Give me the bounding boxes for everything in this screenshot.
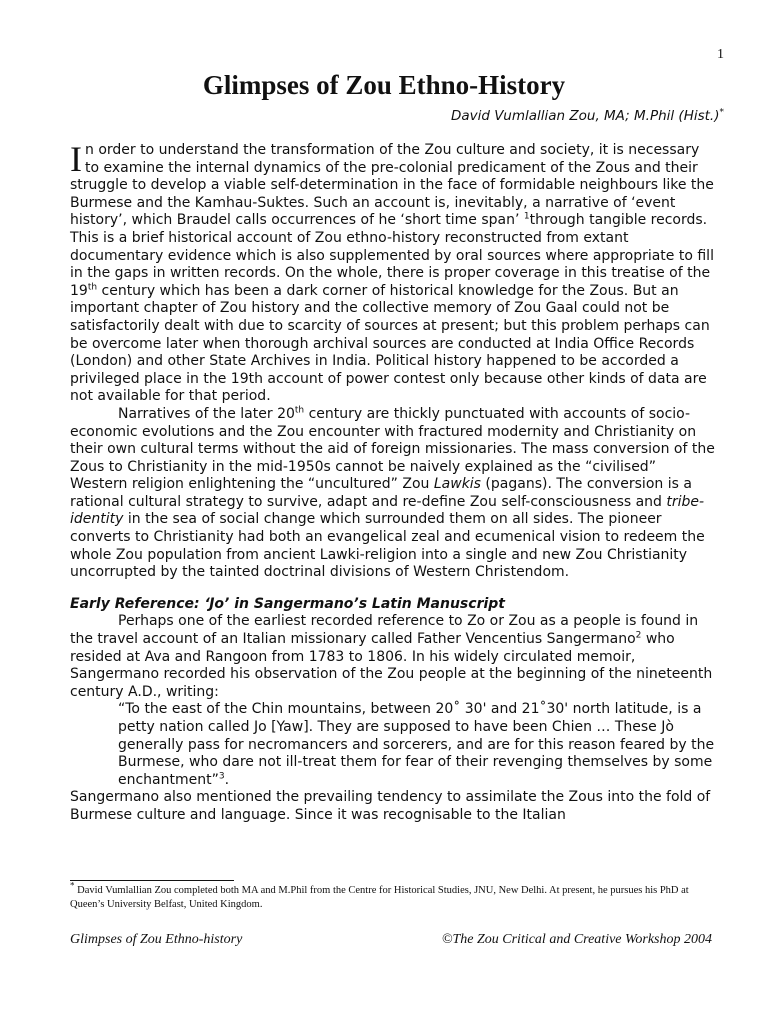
author-line xyxy=(451,108,724,124)
footnote-text: David Vumlallian Zou completed both MA and M.Phil from the Centre for Historical Studies, JNU, New Delhi. At present, he pursues his PhD at Queen’s University Belfast, United Kingdom. xyxy=(70,885,689,910)
body-text xyxy=(70,139,716,825)
paragraph-1-text-b: through tangible records. This is a brief historical account of Zou ethno-history reconstructed from extant documentary evidence which is also supplemented by oral sources where appropriate to fill in the gaps in written records. On the whole, there is proper coverage in this treatise of the 19 xyxy=(70,212,714,299)
footnote xyxy=(70,880,720,912)
page-number: 1 xyxy=(717,47,724,62)
paragraph-2-text-a: Narratives of the later 20 xyxy=(118,405,295,422)
term-lawkis: Lawkis xyxy=(433,476,481,493)
drop-cap: I xyxy=(70,139,82,179)
paragraph-3-text-a: Perhaps one of the earliest recorded reference to Zo or Zou as a people is found in the travel account of an Italian missionary called Father Vencentius Sangermano xyxy=(70,613,699,648)
paragraph-1-text-c: century which has been a dark corner of historical knowledge for the Zous. But an important chapter of Zou history and the collective memory of Zou Gaal could not be satisfactorily dealt with due to scarcity of sources at present; but this problem perhaps can be overcome later when thorough archival sources are conducted at India Office Records (London) and other State Archives in India. Political history happened to be accorded a privileged place in the 19th account of power contest only because other kinds of data are not available for that period. xyxy=(70,282,710,405)
author-footnote-mark: * xyxy=(719,107,724,118)
paragraph-2-text-b: century are thickly punctuated with accounts of socio-economic evolutions and the Zou encounter with fractured modernity and Christianity on their own cultural terms without the aid of foreign missionaries. The mass conversion of the Zous to Christianity in the mid-1950s cannot be naively explained as the “civilised” Western religion enlightening the “uncultured” Zou xyxy=(70,405,715,493)
paragraph-2-text-d: in the sea of social change which surrounded them on all sides. The pioneer converts to Christianity had both an evangelical zeal and ecumenical vision to redeem the whole Zou population from ancient Lawki-religion into a single and new Zou Christianity uncorrupted by the tainted doctrinal divisions of Western Christendom. xyxy=(70,511,705,581)
paragraph-4: Sangermano also mentioned the prevailing tendency to assimilate the Zous into the fold of Burmese culture and language. Since it was recognisable to the Italian xyxy=(70,789,711,823)
term-tribe-identity: tribe-identity xyxy=(70,493,705,528)
footer-copyright: ©The Zou Critical and Creative Workshop 2004 xyxy=(441,932,712,947)
paragraph-3 xyxy=(70,613,716,701)
footnote-ref-3: 3 xyxy=(218,771,225,782)
footnote-mark: * xyxy=(70,880,75,891)
footnote-ref-2: 2 xyxy=(635,630,642,641)
quote-text: “To the east of the Chin mountains, between 20˚ 30' and 21˚30' north latitude, is a petty nation called Jo [Yaw]. They are supposed to have been Chien … These Jò generally pass for necromancers and sorcerers, and are for this reason feared by the Burmese, who dare not ill-treat them for fear of their revenging themselves by some enchantment” xyxy=(118,701,715,788)
document-title: Glimpses of Zou Ethno-History xyxy=(202,70,566,100)
paragraph-2-text-c: (pagans). The conversion is a rational cultural strategy to survive, adapt and re-define Zou self-consciousness and xyxy=(70,476,692,510)
author-name: David Vumlallian Zou, MA; M.Phil (Hist.) xyxy=(451,108,720,124)
paragraph-1-text-a: n order to understand the transformation of the Zou culture and society, it is necessary to examine the internal dynamics of the pre-colonial predicament of the Zous and their struggle to develop a viable self-determination in the face of formidable neighbours like the Burmese and the Kamhau-Suktes. Such an account is, inevitably, a narrative of ‘event history’, which Braudel calls occurrences of he ‘short time span’ xyxy=(70,142,714,229)
footer-title: Glimpses of Zou Ethno-history xyxy=(70,932,243,947)
ordinal-suffix: th xyxy=(294,405,305,416)
paragraph-2 xyxy=(70,406,716,582)
block-quote xyxy=(70,701,716,789)
paragraph-3-text-b: who resided at Ava and Rangoon from 1783 to 1806. In his widely circulated memoir, Sangermano recorded his observation of the Zou people at the beginning of the nineteenth century A.D., writing: xyxy=(70,631,713,700)
ordinal-suffix: th xyxy=(87,282,98,293)
quote-end: . xyxy=(224,771,230,788)
paragraph-1 xyxy=(70,139,716,406)
footnote-ref-1: 1 xyxy=(523,211,530,222)
section-heading: Early Reference: ‘Jo’ in Sangermano’s Latin Manuscript xyxy=(70,595,505,612)
footnote-divider xyxy=(70,880,234,881)
